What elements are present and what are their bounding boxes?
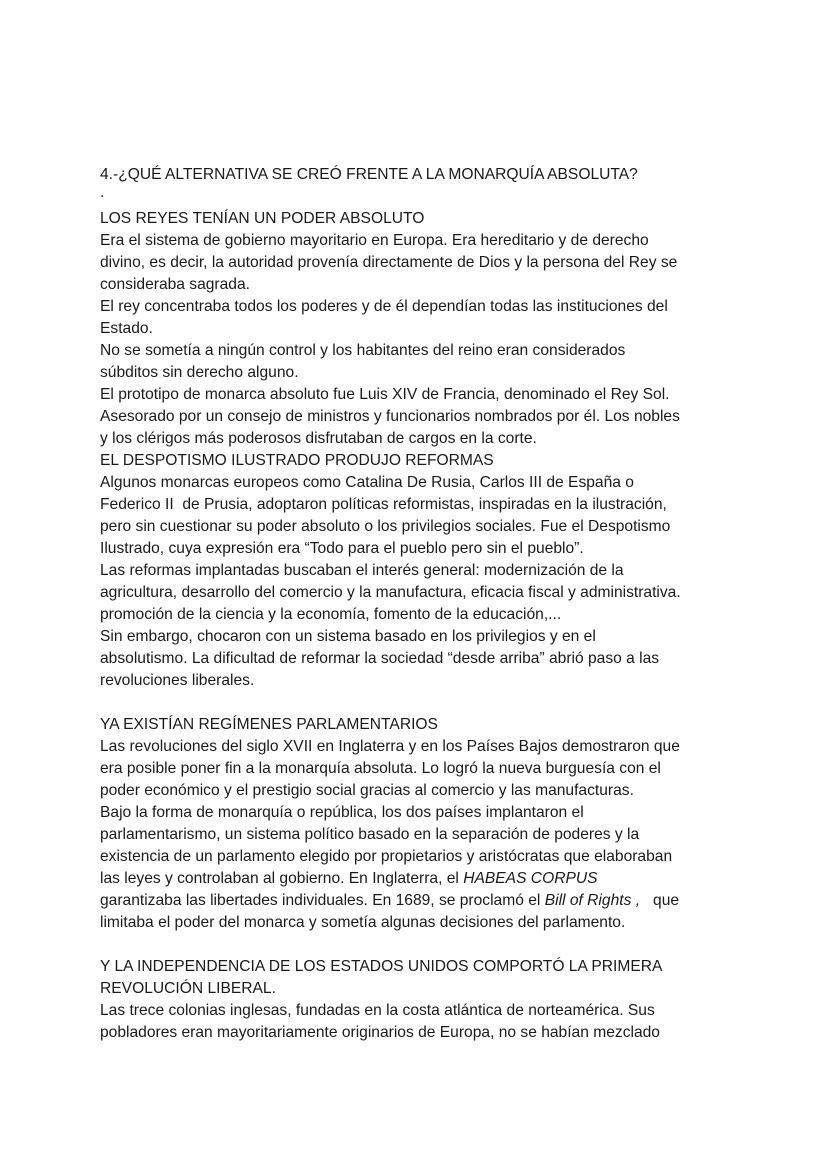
paragraph-line: Bajo la forma de monarquía o república, los dos países implantaron el xyxy=(100,804,584,821)
paragraph-line: agricultura, desarrollo del comercio y la manufactura, eficacia fiscal y administrativa. xyxy=(100,584,681,601)
paragraph-line: Ilustrado, cuya expresión era “Todo para el pueblo pero sin el pueblo”. xyxy=(100,540,584,557)
paragraph-line: Las reformas implantadas buscaban el interés general: modernización de la xyxy=(100,562,624,579)
paragraph-line: Era el sistema de gobierno mayoritario en Europa. Era hereditario y de derecho xyxy=(100,232,649,249)
paragraph-line: Asesorado por un consejo de ministros y funcionarios nombrados por él. Los nobles xyxy=(100,408,680,425)
text-run: garantizaba las libertades individuales. En 1689, se proclamó el xyxy=(100,892,545,909)
paragraph-line: No se sometía a ningún control y los habitantes del reino eran considerados xyxy=(100,342,626,359)
paragraph-line: Las trece colonias inglesas, fundadas en la costa atlántica de norteamérica. Sus xyxy=(100,1002,655,1019)
paragraph-line: poder económico y el prestigio social gracias al comercio y las manufacturas. xyxy=(100,782,634,799)
paragraph-line: y los clérigos más poderosos disfrutaban de cargos en la corte. xyxy=(100,430,537,447)
section-heading-enlightened-despotism: EL DESPOTISMO ILUSTRADO PRODUJO REFORMAS xyxy=(100,452,494,469)
paragraph-line: consideraba sagrada. xyxy=(100,276,250,293)
text-run: que xyxy=(640,892,680,909)
text-run: las leyes y controlaban al gobierno. En Inglaterra, el xyxy=(100,870,464,887)
paragraph-line: Estado. xyxy=(100,320,153,337)
bill-of-rights-term: Bill of Rights , xyxy=(544,892,641,909)
paragraph-line: era posible poner fin a la monarquía absoluta. Lo logró la nueva burguesía con el xyxy=(100,760,661,777)
paragraph-line: El prototipo de monarca absoluto fue Luis XIV de Francia, denominado el Rey Sol. xyxy=(100,386,670,403)
paragraph-line: pobladores eran mayoritariamente originarios de Europa, no se habían mezclado xyxy=(100,1024,660,1041)
paragraph-line: El rey concentraba todos los poderes y de él dependían todas las instituciones del xyxy=(100,298,668,315)
paragraph-line: revoluciones liberales. xyxy=(100,672,255,689)
paragraph-line: Las revoluciones del siglo XVII en Inglaterra y en los Países Bajos demostraron que xyxy=(100,738,680,755)
paragraph-line: pero sin cuestionar su poder absoluto o los privilegios sociales. Fue el Despotismo xyxy=(100,518,671,535)
habeas-corpus-term: HABEAS CORPUS xyxy=(463,870,598,887)
document-page xyxy=(100,164,740,1044)
paragraph-line: Algunos monarcas europeos como Catalina De Rusia, Carlos III de España o xyxy=(100,474,634,491)
paragraph-line: absolutismo. La dificultad de reformar la sociedad “desde arriba” abrió paso a las xyxy=(100,650,660,667)
section-heading-us-independence: Y LA INDEPENDENCIA DE LOS ESTADOS UNIDOS COMPORTÓ LA PRIMERA xyxy=(100,958,663,975)
paragraph-line: Federico II de Prusia, adoptaron políticas reformistas, inspiradas en la ilustración, xyxy=(100,496,667,513)
paragraph-line: parlamentarismo, un sistema político basado en la separación de poderes y la xyxy=(100,826,640,843)
dot-marker: . xyxy=(100,184,105,201)
paragraph-line: existencia de un parlamento elegido por propietarios y aristócratas que elaboraban xyxy=(100,848,673,865)
paragraph-spacer xyxy=(100,692,740,714)
paragraph-spacer xyxy=(100,934,740,956)
section-heading-absolute-power: LOS REYES TENÍAN UN PODER ABSOLUTO xyxy=(100,210,425,227)
section-heading-parliamentary-regimes: YA EXISTÍAN REGÍMENES PARLAMENTARIOS xyxy=(100,716,438,733)
paragraph-line: divino, es decir, la autoridad provenía directamente de Dios y la persona del Rey se xyxy=(100,254,678,271)
paragraph-line-habeas xyxy=(100,868,740,890)
paragraph-line: limitaba el poder del monarca y sometía algunas decisiones del parlamento. xyxy=(100,914,626,931)
paragraph-line: Sin embargo, chocaron con un sistema basado en los privilegios y en el xyxy=(100,628,596,645)
paragraph-line: promoción de la ciencia y la economía, fomento de la educación,... xyxy=(100,606,562,623)
section-heading-us-independence-cont: REVOLUCIÓN LIBERAL. xyxy=(100,980,276,997)
question-title: 4.-¿QUÉ ALTERNATIVA SE CREÓ FRENTE A LA MONARQUÍA ABSOLUTA? xyxy=(100,166,638,183)
paragraph-line: súbditos sin derecho alguno. xyxy=(100,364,299,381)
paragraph-line-bill xyxy=(100,890,740,912)
